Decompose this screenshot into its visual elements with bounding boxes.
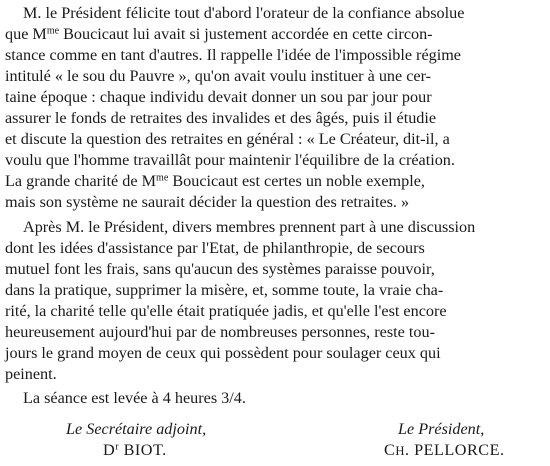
text-line [5,171,425,191]
text-line: dans la pratique, supprimer la misère, et, somme toute, la vraie cha- [5,281,444,299]
text-line: mais son système ne saurait décider la question des retraites. » [5,193,410,211]
text-span: que M [5,25,47,43]
text-line [5,24,433,44]
text-line: M. le Président félicite tout d'abord l'orateur de la confiance absolue [23,4,465,22]
name-part: BIOT. [119,441,167,459]
name-part: D [103,441,116,459]
signature-left-name [103,440,167,460]
superscript: me [46,25,60,37]
text-line: assurer le fonds de retraites des invalides et des âgés, puis il étudie [5,109,437,127]
text-line: mutuel font les frais, sans qu'aucun des systèmes paraisse pouvoir, [5,260,435,278]
text-span: Boucicaut lui avait si justement accordée en cette circon- [59,25,433,43]
small-caps-part: H [395,444,406,458]
text-line: taine époque : chaque individu devait donner un sou par jour pour [5,88,432,106]
signature-right-role: Le Président, [398,420,485,438]
closing-line: La séance est levée à 4 heures 3/4. [23,389,246,407]
name-part: . PELLORCE. [405,441,505,459]
signature-right-name [384,440,505,461]
text-line: stance comme en tant d'autres. Il rappelle l'idée de l'impossible régime [5,46,461,64]
text-line: intitulé « le sou du Pauvre », qu'on avait voulu instituer à une cer- [5,67,432,85]
text-line: dont les idées d'assistance par l'Etat, de philanthropie, de secours [5,239,425,257]
text-line: Après M. le Président, divers membres prennent part à une discussion [23,218,476,236]
signature-left-role: Le Secrétaire adjoint, [66,420,207,438]
superscript: r [115,441,120,453]
name-part: C [384,441,396,459]
text-line: et discute la question des retraites en général : « Le Créateur, dit-il, a [5,130,450,148]
text-line: jours le grand moyen de ceux qui possèdent pour soulager ceux qui [5,344,441,362]
text-line: heureusement aujourd'hui par de nombreuses personnes, reste tou- [5,323,435,341]
text-span: La grande charité de M [5,172,157,190]
text-line: rité, la charité telle qu'elle était pratiquée jadis, et qu'elle l'est encore [5,302,447,320]
text-span: Boucicaut est certes un noble exemple, [168,172,425,190]
text-line: peinent. [5,365,57,383]
text-line: voulu que l'homme travaillât pour maintenir l'équilibre de la création. [5,151,455,169]
superscript: me [156,172,169,184]
